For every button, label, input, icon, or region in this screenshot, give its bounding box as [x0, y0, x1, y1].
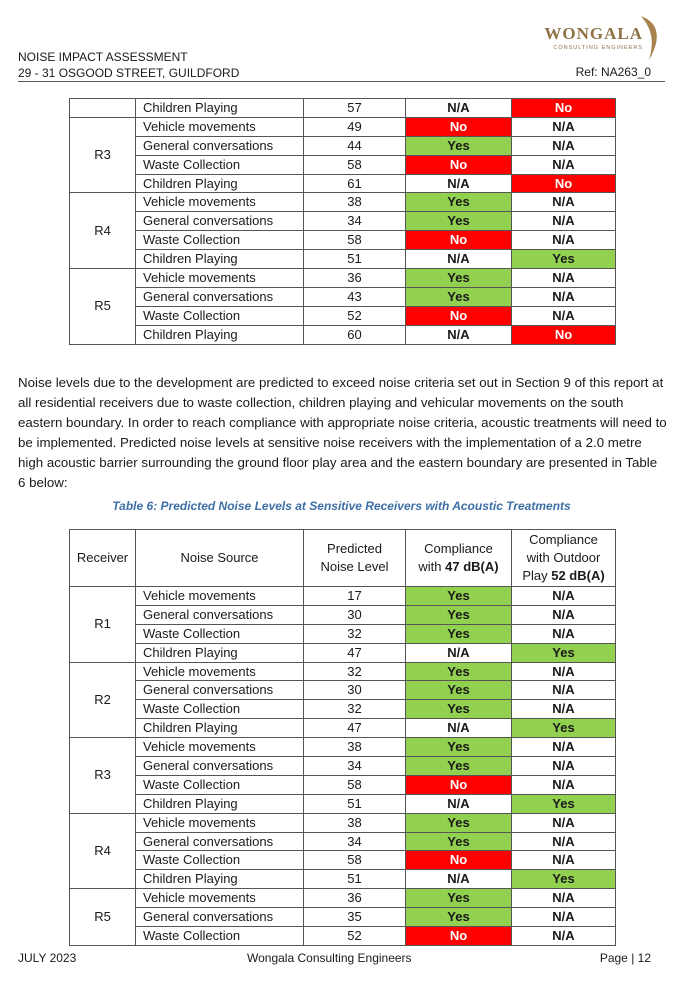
compliance-47-cell: Yes [406, 813, 512, 832]
header-receiver: Receiver [70, 530, 136, 587]
noise-level-cell: 32 [304, 700, 406, 719]
noise-level-cell: 52 [304, 306, 406, 325]
noise-level-cell: 34 [304, 212, 406, 231]
compliance-47-cell: No [406, 117, 512, 136]
noise-level-cell: 34 [304, 832, 406, 851]
compliance-52-cell: N/A [512, 231, 616, 250]
noise-source-cell: Children Playing [136, 794, 304, 813]
compliance-52-cell: No [512, 174, 616, 193]
compliance-47-cell: Yes [406, 605, 512, 624]
compliance-52-cell: N/A [512, 775, 616, 794]
noise-source-cell: Waste Collection [136, 851, 304, 870]
noise-source-cell: Vehicle movements [136, 269, 304, 288]
table-row [70, 117, 616, 136]
compliance-47-cell: N/A [406, 870, 512, 889]
noise-level-cell: 35 [304, 908, 406, 927]
compliance-47-cell: N/A [406, 174, 512, 193]
receiver-cell: R1 [70, 587, 136, 663]
noise-source-cell: Children Playing [136, 719, 304, 738]
table-6-caption: Table 6: Predicted Noise Levels at Sensitive Receivers with Acoustic Treatments [112, 499, 571, 513]
report-title: NOISE IMPACT ASSESSMENT [18, 50, 188, 64]
noise-source-cell: Vehicle movements [136, 193, 304, 212]
footer-company: Wongala Consulting Engineers [247, 951, 412, 965]
table-6 [69, 529, 616, 946]
receiver-cell: R4 [70, 813, 136, 889]
table-row [70, 719, 616, 738]
noise-level-cell: 58 [304, 851, 406, 870]
compliance-52-cell: N/A [512, 155, 616, 174]
header-noise-source: Noise Source [136, 530, 304, 587]
compliance-52-cell: N/A [512, 605, 616, 624]
site-address: 29 - 31 OSGOOD STREET, GUILDFORD [18, 66, 240, 80]
noise-level-cell: 57 [304, 99, 406, 118]
compliance-52-cell: N/A [512, 587, 616, 606]
compliance-52-cell: N/A [512, 757, 616, 776]
noise-source-cell: Vehicle movements [136, 738, 304, 757]
noise-level-cell: 34 [304, 757, 406, 776]
receiver-cell: R5 [70, 889, 136, 946]
compliance-47-cell: Yes [406, 136, 512, 155]
compliance-52-cell: N/A [512, 700, 616, 719]
table-row [70, 587, 616, 606]
noise-level-cell: 36 [304, 269, 406, 288]
compliance-47-cell: Yes [406, 908, 512, 927]
noise-level-cell: 51 [304, 870, 406, 889]
compliance-47-cell: Yes [406, 587, 512, 606]
noise-source-cell: Vehicle movements [136, 117, 304, 136]
header-divider [18, 81, 665, 82]
noise-source-cell: Waste Collection [136, 927, 304, 946]
noise-table-continued [69, 98, 616, 345]
compliance-52-cell: N/A [512, 212, 616, 231]
compliance-52-cell: Yes [512, 794, 616, 813]
noise-level-cell: 32 [304, 624, 406, 643]
compliance-47-cell: N/A [406, 250, 512, 269]
compliance-47-cell: Yes [406, 193, 512, 212]
compliance-47-cell: No [406, 851, 512, 870]
noise-source-cell: Children Playing [136, 325, 304, 344]
table-row [70, 325, 616, 344]
logo-name: WONGALA [544, 24, 643, 43]
table-row [70, 643, 616, 662]
noise-source-cell: Children Playing [136, 870, 304, 889]
table-row [70, 306, 616, 325]
compliance-47-cell: N/A [406, 719, 512, 738]
noise-source-cell: General conversations [136, 605, 304, 624]
noise-source-cell: Waste Collection [136, 700, 304, 719]
table-row [70, 231, 616, 250]
compliance-47-cell: No [406, 775, 512, 794]
receiver-cell: R5 [70, 269, 136, 345]
noise-level-cell: 58 [304, 231, 406, 250]
compliance-52-cell: Yes [512, 870, 616, 889]
table-row [70, 605, 616, 624]
table-row [70, 889, 616, 908]
noise-level-cell: 58 [304, 155, 406, 174]
noise-level-cell: 38 [304, 738, 406, 757]
compliance-52-cell: N/A [512, 624, 616, 643]
logo-tagline: CONSULTING ENGINEERS [553, 45, 643, 51]
table-row [70, 155, 616, 174]
compliance-47-cell: N/A [406, 794, 512, 813]
compliance-47-cell: Yes [406, 662, 512, 681]
noise-source-cell: Waste Collection [136, 155, 304, 174]
header-compliance-52 [512, 530, 616, 587]
compliance-52-cell: N/A [512, 813, 616, 832]
noise-source-cell: Waste Collection [136, 231, 304, 250]
receiver-cell: R3 [70, 117, 136, 193]
table-row [70, 250, 616, 269]
compliance-47-cell: Yes [406, 700, 512, 719]
noise-level-cell: 43 [304, 287, 406, 306]
noise-source-cell: Waste Collection [136, 775, 304, 794]
compliance-47-cell: Yes [406, 681, 512, 700]
compliance-47-cell: Yes [406, 624, 512, 643]
noise-source-cell: General conversations [136, 287, 304, 306]
noise-level-cell: 30 [304, 681, 406, 700]
compliance-52-cell: N/A [512, 136, 616, 155]
noise-level-cell: 60 [304, 325, 406, 344]
header-predicted-level [304, 530, 406, 587]
noise-level-cell: 30 [304, 605, 406, 624]
noise-source-cell: Waste Collection [136, 624, 304, 643]
compliance-47-cell: Yes [406, 889, 512, 908]
receiver-cell [70, 99, 136, 118]
noise-level-cell: 61 [304, 174, 406, 193]
noise-source-cell: Children Playing [136, 250, 304, 269]
compliance-47-cell: Yes [406, 738, 512, 757]
noise-level-cell: 38 [304, 813, 406, 832]
noise-level-cell: 17 [304, 587, 406, 606]
compliance-47-cell: Yes [406, 212, 512, 231]
compliance-47-cell: Yes [406, 757, 512, 776]
compliance-47-cell: No [406, 306, 512, 325]
compliance-47-cell: Yes [406, 269, 512, 288]
receiver-cell: R2 [70, 662, 136, 738]
company-logo [545, 14, 665, 62]
noise-level-cell: 49 [304, 117, 406, 136]
table-row [70, 870, 616, 889]
compliance-52-cell: N/A [512, 117, 616, 136]
noise-source-cell: Children Playing [136, 99, 304, 118]
compliance-47-cell: Yes [406, 287, 512, 306]
compliance-52-cell: Yes [512, 643, 616, 662]
compliance-47-cell: N/A [406, 325, 512, 344]
table-row [70, 757, 616, 776]
noise-source-cell: General conversations [136, 757, 304, 776]
noise-level-cell: 47 [304, 719, 406, 738]
header-left [18, 49, 239, 81]
compliance-52-cell: Yes [512, 719, 616, 738]
table-row [70, 174, 616, 193]
compliance-52-cell: N/A [512, 681, 616, 700]
compliance-52-cell: N/A [512, 738, 616, 757]
noise-source-cell: General conversations [136, 136, 304, 155]
header-c52-line1: Compliance [529, 532, 598, 547]
table-row [70, 269, 616, 288]
noise-level-cell: 38 [304, 193, 406, 212]
noise-level-cell: 58 [304, 775, 406, 794]
noise-source-cell: Waste Collection [136, 306, 304, 325]
compliance-47-cell: N/A [406, 643, 512, 662]
noise-source-cell: General conversations [136, 681, 304, 700]
table-6-header-row [70, 530, 616, 587]
header-c52-line3: Play [522, 568, 552, 583]
compliance-52-cell: N/A [512, 851, 616, 870]
header-c47-value: 47 dB(A) [445, 559, 499, 574]
table-row [70, 738, 616, 757]
noise-source-cell: Children Playing [136, 643, 304, 662]
table-row [70, 193, 616, 212]
noise-level-cell: 47 [304, 643, 406, 662]
noise-source-cell: General conversations [136, 908, 304, 927]
table-row [70, 851, 616, 870]
table-row [70, 287, 616, 306]
receiver-cell: R3 [70, 738, 136, 814]
table-row [70, 908, 616, 927]
compliance-52-cell: N/A [512, 908, 616, 927]
table-row [70, 700, 616, 719]
table-row [70, 99, 616, 118]
compliance-52-cell: N/A [512, 269, 616, 288]
table-row [70, 212, 616, 231]
header-compliance-47 [406, 530, 512, 587]
noise-level-cell: 32 [304, 662, 406, 681]
compliance-47-cell: No [406, 155, 512, 174]
compliance-52-cell: N/A [512, 193, 616, 212]
compliance-52-cell: Yes [512, 250, 616, 269]
noise-source-cell: Vehicle movements [136, 587, 304, 606]
noise-level-cell: 36 [304, 889, 406, 908]
noise-level-cell: 52 [304, 927, 406, 946]
header-c47-line1: Compliance [424, 541, 493, 556]
compliance-47-cell: No [406, 927, 512, 946]
table-row [70, 775, 616, 794]
header-predicted-line1: Predicted [327, 541, 382, 556]
noise-source-cell: Children Playing [136, 174, 304, 193]
header-c52-value: 52 dB(A) [551, 568, 605, 583]
compliance-52-cell: N/A [512, 889, 616, 908]
compliance-47-cell: N/A [406, 99, 512, 118]
compliance-52-cell: No [512, 325, 616, 344]
table-row [70, 624, 616, 643]
header-c52-line2: with Outdoor [526, 550, 601, 565]
table-row [70, 794, 616, 813]
footer-date: JULY 2023 [18, 951, 77, 965]
table-row [70, 662, 616, 681]
compliance-52-cell: N/A [512, 927, 616, 946]
noise-level-cell: 51 [304, 250, 406, 269]
compliance-47-cell: Yes [406, 832, 512, 851]
page-header [18, 14, 665, 82]
body-paragraph: Noise levels due to the development are predicted to exceed noise criteria set out in Section 9 of this report at all residential receivers due to waste collection, children playing and vehicular movements on the south eastern boundary. In order to reach compliance with appropriate noise criteria, acoustic treatments will need to be implemented. Predicted noise levels at sensitive noise receivers with the implementation of a 2.0 metre high acoustic barrier surrounding the ground floor play area and the eastern boundary are presented in Table 6 below: [18, 375, 667, 490]
noise-source-cell: General conversations [136, 212, 304, 231]
compliance-52-cell: N/A [512, 662, 616, 681]
footer-page-number: Page | 12 [599, 951, 651, 965]
noise-source-cell: Vehicle movements [136, 662, 304, 681]
table-row [70, 832, 616, 851]
noise-source-cell: General conversations [136, 832, 304, 851]
noise-level-cell: 51 [304, 794, 406, 813]
noise-source-cell: Vehicle movements [136, 889, 304, 908]
compliance-47-cell: No [406, 231, 512, 250]
noise-source-cell: Vehicle movements [136, 813, 304, 832]
compliance-52-cell: N/A [512, 306, 616, 325]
compliance-52-cell: N/A [512, 287, 616, 306]
table-row [70, 136, 616, 155]
table-row [70, 813, 616, 832]
table-row [70, 681, 616, 700]
report-ref: Ref: NA263_0 [575, 65, 651, 79]
header-c47-line2: with [418, 559, 446, 574]
table-row [70, 927, 616, 946]
receiver-cell: R4 [70, 193, 136, 269]
compliance-52-cell: No [512, 99, 616, 118]
noise-level-cell: 44 [304, 136, 406, 155]
compliance-52-cell: N/A [512, 832, 616, 851]
header-predicted-line2: Noise Level [320, 559, 389, 574]
